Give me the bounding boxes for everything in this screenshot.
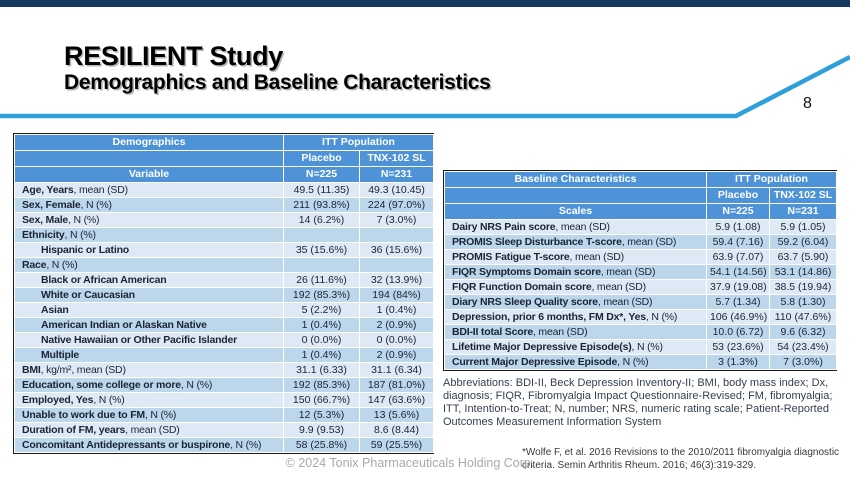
- table-row: [15, 198, 434, 213]
- table-row: [445, 235, 837, 250]
- tnx-value: 1 (0.4%): [360, 303, 434, 318]
- row-label: Asian: [15, 303, 284, 318]
- row-label: FIQR Function Domain score, mean (SD): [445, 280, 707, 295]
- row-label: PROMIS Sleep Disturbance T-score, mean (SD): [445, 235, 707, 250]
- tnx-column-header: TNX-102 SL: [770, 188, 837, 204]
- page-number: 8: [803, 95, 812, 112]
- tnx-value: 38.5 (19.94): [770, 280, 837, 295]
- table-row: [15, 438, 434, 453]
- placebo-value: 150 (66.7%): [284, 393, 360, 408]
- table-row: [15, 183, 434, 198]
- tnx-value: 63.7 (5.90): [770, 250, 837, 265]
- row-label: Depression, prior 6 months, FM Dx*, Yes, N (%): [445, 310, 707, 325]
- tnx-value: 7 (3.0%): [360, 213, 434, 228]
- slide-title: RESILIENT Study: [64, 41, 284, 71]
- table-row: [445, 295, 837, 310]
- tnx-value: 53.1 (14.86): [770, 265, 837, 280]
- table-row: [15, 378, 434, 393]
- placebo-value: 58 (25.8%): [284, 438, 360, 453]
- tnx-value: 31.1 (6.34): [360, 363, 434, 378]
- baseline-characteristics-table: [443, 170, 837, 371]
- placebo-value: 59.4 (7.16): [707, 235, 770, 250]
- placebo-value: 1 (0.4%): [284, 318, 360, 333]
- tnx-value: 110 (47.6%): [770, 310, 837, 325]
- tnx-value: 187 (81.0%): [360, 378, 434, 393]
- row-label: Multiple: [15, 348, 284, 363]
- demographics-header-cell: Demographics: [15, 135, 284, 151]
- placebo-value: 5.9 (1.08): [707, 220, 770, 235]
- itt-population-header: ITT Population: [707, 172, 837, 188]
- baseline-table-body: [445, 220, 837, 370]
- row-label: Black or African American: [15, 273, 284, 288]
- row-label: Ethnicity, N (%): [15, 228, 284, 243]
- placebo-column-header: Placebo: [284, 151, 360, 167]
- placebo-value: 9.9 (9.53): [284, 423, 360, 438]
- placebo-value: 10.0 (6.72): [707, 325, 770, 340]
- copyright-text: © 2024 Tonix Pharmaceuticals Holding Corp.: [285, 456, 535, 470]
- table-row: [15, 393, 434, 408]
- tnx-value: [360, 258, 434, 273]
- row-label: Dairy NRS Pain score, mean (SD): [445, 220, 707, 235]
- placebo-value: 37.9 (19.08): [707, 280, 770, 295]
- row-label: BMI, kg/m², mean (SD): [15, 363, 284, 378]
- placebo-n-header: N=225: [284, 167, 360, 183]
- placebo-value: 26 (11.6%): [284, 273, 360, 288]
- row-label: White or Caucasian: [15, 288, 284, 303]
- placebo-value: 35 (15.6%): [284, 243, 360, 258]
- placebo-value: 3 (1.3%): [707, 355, 770, 370]
- demographics-table-body: [15, 183, 434, 453]
- placebo-value: 49.5 (11.35): [284, 183, 360, 198]
- row-label: Native Hawaiian or Other Pacific Islander: [15, 333, 284, 348]
- tnx-column-header: TNX-102 SL: [360, 151, 434, 167]
- tnx-value: 54 (23.4%): [770, 340, 837, 355]
- tnx-value: 8.6 (8.44): [360, 423, 434, 438]
- row-label: Employed, Yes, N (%): [15, 393, 284, 408]
- row-label: Sex, Female, N (%): [15, 198, 284, 213]
- table-row: [15, 423, 434, 438]
- row-label: Unable to work due to FM, N (%): [15, 408, 284, 423]
- tnx-value: 9.6 (6.32): [770, 325, 837, 340]
- table-row: [15, 318, 434, 333]
- row-label: BDI-II total Score, mean (SD): [445, 325, 707, 340]
- tnx-value: 5.8 (1.30): [770, 295, 837, 310]
- row-label: Concomitant Antidepressants or buspirone, N (%): [15, 438, 284, 453]
- placebo-value: 5 (2.2%): [284, 303, 360, 318]
- accent-line: [0, 0, 850, 130]
- empty-header-cell: [445, 188, 707, 204]
- tnx-value: [360, 228, 434, 243]
- baseline-header-cell: Baseline Characteristics: [445, 172, 707, 188]
- table-row: [15, 228, 434, 243]
- tnx-n-header: N=231: [770, 204, 837, 220]
- row-label: PROMIS Fatigue T-score, mean (SD): [445, 250, 707, 265]
- row-label: Current Major Depressive Episode, N (%): [445, 355, 707, 370]
- tnx-value: 5.9 (1.05): [770, 220, 837, 235]
- placebo-value: 192 (85.3%): [284, 288, 360, 303]
- tnx-value: 32 (13.9%): [360, 273, 434, 288]
- table-row: [445, 325, 837, 340]
- table-row: [445, 220, 837, 235]
- placebo-value: 211 (93.8%): [284, 198, 360, 213]
- slide-subtitle: Demographics and Baseline Characteristics: [64, 71, 491, 95]
- row-label: American Indian or Alaskan Native: [15, 318, 284, 333]
- row-label: Hispanic or Latino: [15, 243, 284, 258]
- table-row: [15, 363, 434, 378]
- table-row: [15, 333, 434, 348]
- table-row: [445, 310, 837, 325]
- row-label: Duration of FM, years, mean (SD): [15, 423, 284, 438]
- placebo-value: 106 (46.9%): [707, 310, 770, 325]
- row-label: Lifetime Major Depressive Episode(s), N (%): [445, 340, 707, 355]
- placebo-value: 1 (0.4%): [284, 348, 360, 363]
- tnx-value: 0 (0.0%): [360, 333, 434, 348]
- table-row: [15, 273, 434, 288]
- abbreviations-note: Abbreviations: BDI-II, Beck Depression Inventory-II; BMI, body mass index; Dx, diagnosis; FIQR, Fibromyalgia Impact Questionnaire-Revised; FM, fibromyalgia; ITT, Intention-to-Treat; N, number; NRS, numeric rating scale; Patient-Reported Outcomes Measurement Information System: [443, 377, 833, 428]
- table-row: [15, 258, 434, 273]
- placebo-n-header: N=225: [707, 204, 770, 220]
- tnx-value: 2 (0.9%): [360, 348, 434, 363]
- placebo-column-header: Placebo: [707, 188, 770, 204]
- tnx-n-header: N=231: [360, 167, 434, 183]
- table-row: [15, 348, 434, 363]
- row-label: Sex, Male, N (%): [15, 213, 284, 228]
- empty-header-cell: [15, 151, 284, 167]
- placebo-value: 0 (0.0%): [284, 333, 360, 348]
- placebo-value: 63.9 (7.07): [707, 250, 770, 265]
- tnx-value: 59.2 (6.04): [770, 235, 837, 250]
- placebo-value: 14 (6.2%): [284, 213, 360, 228]
- placebo-value: 12 (5.3%): [284, 408, 360, 423]
- table-row: [15, 408, 434, 423]
- tnx-value: 59 (25.5%): [360, 438, 434, 453]
- row-label: Age, Years, mean (SD): [15, 183, 284, 198]
- tnx-value: 7 (3.0%): [770, 355, 837, 370]
- table-row: [445, 280, 837, 295]
- table-row: [445, 250, 837, 265]
- tnx-value: 224 (97.0%): [360, 198, 434, 213]
- scales-header-cell: Scales: [445, 204, 707, 220]
- row-label: Race, N (%): [15, 258, 284, 273]
- variable-header-cell: Variable: [15, 167, 284, 183]
- placebo-value: 192 (85.3%): [284, 378, 360, 393]
- demographics-table: [13, 133, 434, 454]
- table-row: [445, 265, 837, 280]
- row-label: Diary NRS Sleep Quality score, mean (SD): [445, 295, 707, 310]
- tnx-value: 194 (84%): [360, 288, 434, 303]
- reference-footnote: *Wolfe F, et al. 2016 Revisions to the 2010/2011 fibromyalgia diagnostic criteria. Semin Arthritis Rheum. 2016; 46(3):319-329.: [522, 447, 840, 471]
- table-row: [15, 243, 434, 258]
- tnx-value: 49.3 (10.45): [360, 183, 434, 198]
- table-row: [15, 213, 434, 228]
- placebo-value: 53 (23.6%): [707, 340, 770, 355]
- table-row: [445, 355, 837, 370]
- table-row: [445, 340, 837, 355]
- tnx-value: 36 (15.6%): [360, 243, 434, 258]
- table-row: [15, 303, 434, 318]
- row-label: Education, some college or more, N (%): [15, 378, 284, 393]
- tnx-value: 13 (5.6%): [360, 408, 434, 423]
- table-row: [15, 288, 434, 303]
- tnx-value: 147 (63.6%): [360, 393, 434, 408]
- placebo-value: 54.1 (14.56): [707, 265, 770, 280]
- itt-population-header: ITT Population: [284, 135, 434, 151]
- placebo-value: 31.1 (6.33): [284, 363, 360, 378]
- row-label: FIQR Symptoms Domain score, mean (SD): [445, 265, 707, 280]
- placebo-value: [284, 258, 360, 273]
- tnx-value: 2 (0.9%): [360, 318, 434, 333]
- placebo-value: 5.7 (1.34): [707, 295, 770, 310]
- placebo-value: [284, 228, 360, 243]
